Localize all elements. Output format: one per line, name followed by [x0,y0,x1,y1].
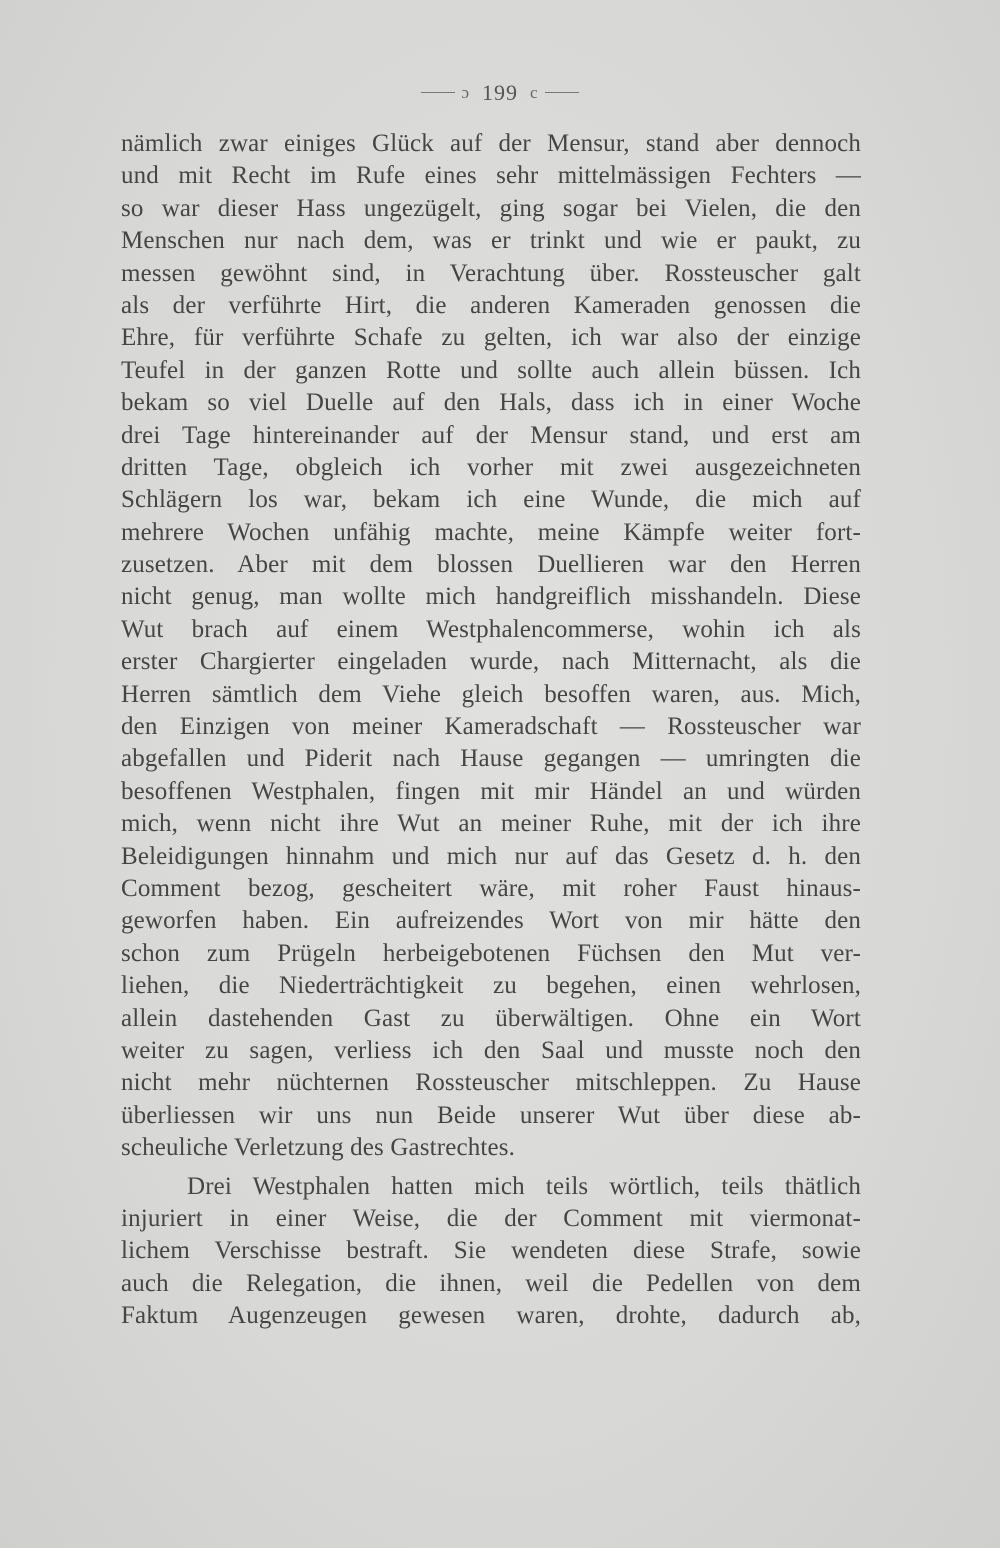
text-line: mehrere Wochen unfähig machte, meine Kämpfe weiter fort- [121,518,861,546]
header-ornament-right: c [530,82,539,102]
text-line: überliessen wir uns nun Beide unserer Wut über diese ab- [121,1101,861,1129]
text-line: Faktum Augenzeugen gewesen waren, drohte, dadurch ab, [121,1302,861,1330]
text-line: scheuliche Verletzung des Gastrechtes. [121,1134,515,1162]
text-line: abgefallen und Piderit nach Hause gegangen — umringten die [121,745,861,773]
text-line: und mit Recht im Rufe eines sehr mittelmässigen Fechters — [121,162,861,190]
text-line: Drei Westphalen hatten mich teils wörtlich, teils thätlich [187,1172,861,1200]
text-line: messen gewöhnt sind, in Verachtung über. Rossteuscher galt [121,259,861,287]
paragraph [121,1171,861,1333]
text-line: den Einzigen von meiner Kameradschaft — Rossteuscher war [121,713,861,741]
paragraph [121,128,861,1165]
page-header [0,78,1000,106]
text-line: lichem Verschisse bestraft. Sie wendeten diese Strafe, sowie [121,1237,861,1265]
text-line: Wut brach auf einem Westphalencommerse, wohin ich als [121,615,861,643]
header-rule-left [421,92,455,93]
text-line: schon zum Prügeln herbeigebotenen Füchsen den Mut ver- [121,939,861,967]
text-line: erster Chargierter eingeladen wurde, nach Mitternacht, als die [121,648,861,676]
text-line: liehen, die Niederträchtigkeit zu begehen, einen wehrlosen, [121,972,861,1000]
text-line: zusetzen. Aber mit dem blossen Duellieren war den Herren [121,551,861,579]
header-ornament-left: ɔ [461,82,470,102]
page-number: 199 [482,79,518,105]
text-line: Schlägern los war, bekam ich eine Wunde, die mich auf [121,486,861,514]
text-line: als der verführte Hirt, die anderen Kameraden genossen die [121,291,861,319]
text-line: besoffenen Westphalen, fingen mit mir Händel an und würden [121,777,861,805]
text-line: injuriert in einer Weise, die der Comment mit viermonat- [121,1204,861,1232]
text-line: allein dastehenden Gast zu überwältigen. Ohne ein Wort [121,1004,861,1032]
text-line: geworfen haben. Ein aufreizendes Wort von mir hätte den [121,907,861,935]
text-line: nämlich zwar einiges Glück auf der Mensur, stand aber dennoch [121,130,861,157]
header-rule-right [545,92,579,93]
text-line: so war dieser Hass ungezügelt, ging sogar bei Vielen, die den [121,194,861,222]
text-line: Herren sämtlich dem Viehe gleich besoffen waren, aus. Mich, [121,680,861,708]
text-line: Menschen nur nach dem, was er trinkt und wie er paukt, zu [121,227,861,255]
text-line: Ehre, für verführte Schafe zu gelten, ich war also der einzige [121,324,861,352]
text-line: mich, wenn nicht ihre Wut an meiner Ruhe, mit der ich ihre [121,810,861,838]
text-line: Teufel in der ganzen Rotte und sollte auch allein büssen. Ich [121,356,861,384]
text-line: auch die Relegation, die ihnen, weil die Pedellen von dem [121,1269,861,1297]
text-line: nicht mehr nüchternen Rossteuscher mitschleppen. Zu Hause [121,1069,861,1097]
text-line: bekam so viel Duelle auf den Hals, dass ich in einer Woche [121,389,861,417]
text-line: Comment bezog, gescheitert wäre, mit roher Faust hinaus- [121,874,861,902]
text-line: Beleidigungen hinnahm und mich nur auf das Gesetz d. h. den [121,842,861,870]
text-line: dritten Tage, obgleich ich vorher mit zwei ausgezeichneten [121,453,861,481]
text-line: drei Tage hintereinander auf der Mensur stand, und erst am [121,421,861,449]
text-line: nicht genug, man wollte mich handgreiflich misshandeln. Diese [121,583,861,611]
text-line: weiter zu sagen, verliess ich den Saal und musste noch den [121,1036,861,1064]
body-text [121,128,861,1332]
